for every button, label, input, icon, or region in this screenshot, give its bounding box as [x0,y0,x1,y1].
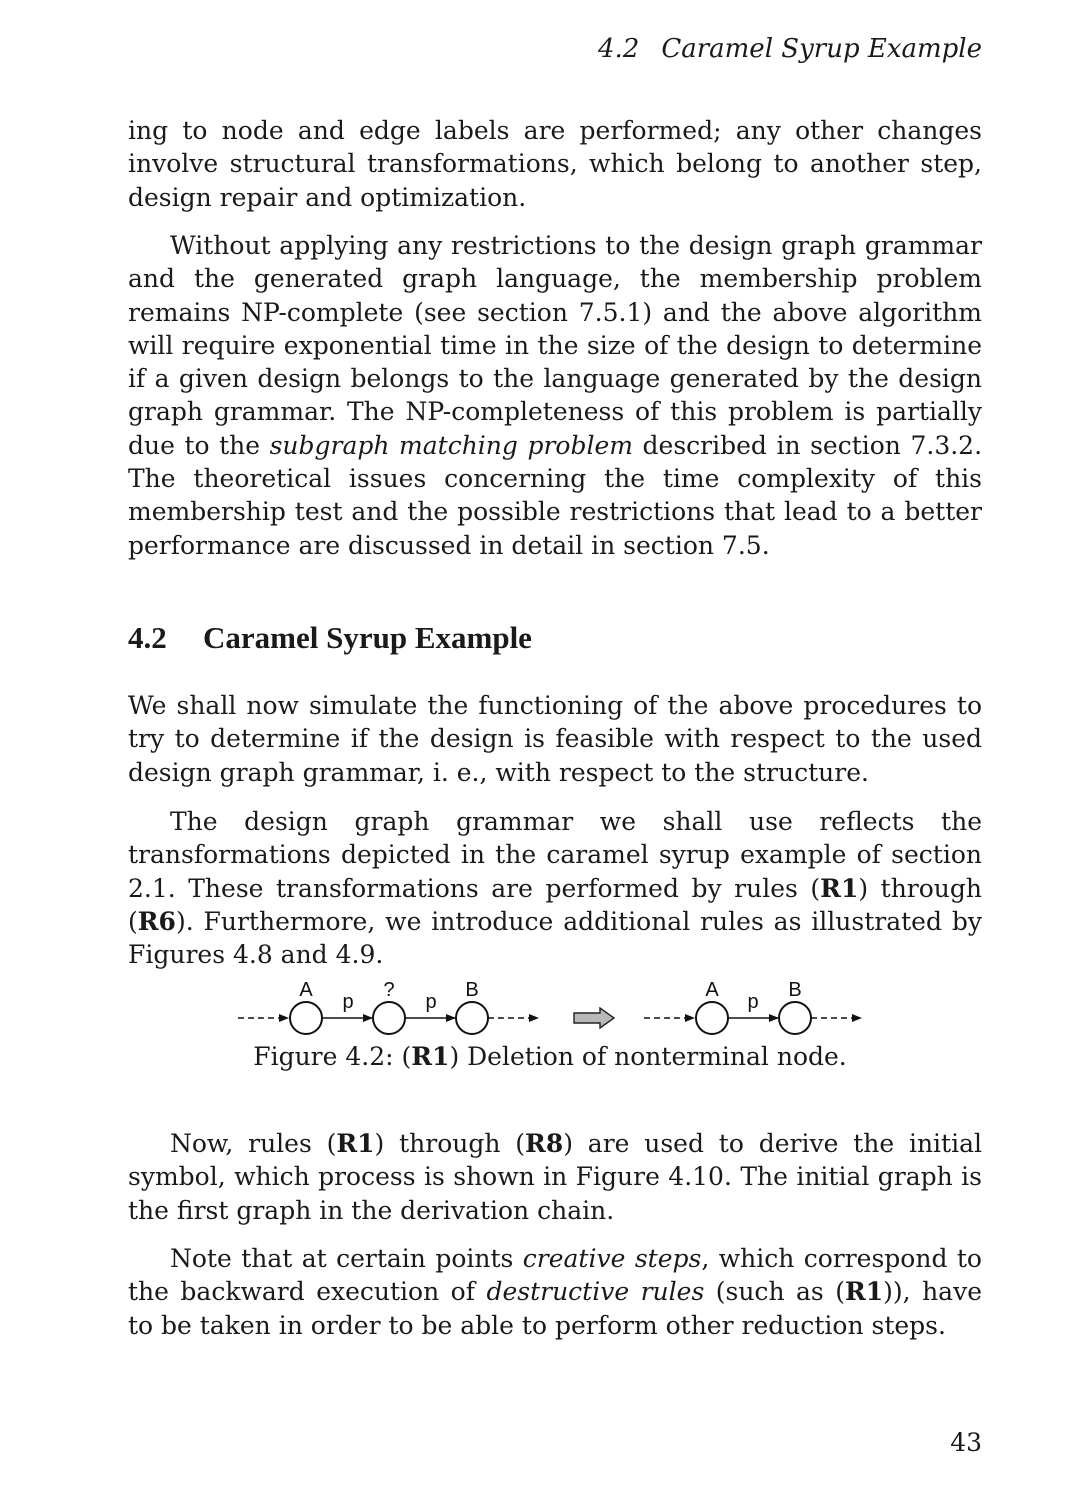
paragraph-5-rule-r8: R8 [525,1129,564,1158]
paragraph-4-text-b: ) through ( [128,873,982,936]
section-number: 4.2 [128,620,167,655]
left-edge-2-label: p [425,991,437,1013]
transformation-arrow [574,1008,614,1028]
paragraph-5-rule-r1: R1 [336,1129,375,1158]
caption-suffix: ) Deletion of nonterminal node. [449,1042,847,1071]
paragraph-4-text-a: The design graph grammar we shall use reflects the transformations depicted in the caramel syrup example of section 2.1. These transformations are performed by rules ( [128,807,982,903]
left-node-a [290,1002,322,1034]
paragraph-2-text-a: Without applying any restrictions to the design graph grammar and the generated graph language, the membership problem remains NP-complete (see section 7.5.1) and the above algorithm will require exponential time in the size of the design to determine if a given design belongs to the language generated by the design graph grammar. The NP-completeness of this problem is partially due to the [128,231,982,460]
paragraph-6-text-a: Note that at certain points [170,1244,523,1273]
running-head-number: 4.2 [597,34,640,64]
right-node-b [779,1002,811,1034]
paragraph-5 [128,1127,982,1227]
left-node-b-label: B [465,979,479,1001]
rule-r1-diagram [230,972,870,1042]
running-head-title: Caramel Syrup Example [661,34,982,64]
paragraph-5-text-a: Now, rules ( [170,1129,337,1158]
paragraph-4-rule-r1: R1 [820,873,859,903]
right-node-b-label: B [788,979,802,1001]
paragraph-6-text-b: , which correspond to the backward execution of [128,1244,982,1307]
figure-4-2 [230,972,870,1092]
section-heading [128,620,532,656]
paragraph-4-text-c: ). Furthermore, we introduce additional rules as illustrated by Figures 4.8 and 4.9. [128,906,982,970]
left-node-b [456,1002,488,1034]
paragraph-5-text-c: ) are used to derive the initial symbol, which process is shown in Figure 4.10. The initial graph is the first graph in the derivation chain. [128,1129,982,1225]
caption-prefix: Figure 4.2: ( [253,1042,412,1071]
paragraph-1: ing to node and edge labels are performed; any other changes involve structural transformations, which belong to another step, design repair and optimization. [128,116,982,212]
left-node-nonterminal-label: ? [383,979,395,1001]
paragraph-4 [128,805,982,971]
caption-rule: R1 [411,1042,450,1071]
paragraph-4-rule-r6: R6 [137,906,176,936]
paragraph-6 [128,1242,982,1342]
paragraph-2 [128,229,982,562]
section-title: Caramel Syrup Example [203,620,532,655]
paragraph-2-text-b: described in section 7.3.2. The theoretical issues concerning the time complexity of this membership test and the possible restrictions that lead to a better performance are discussed in detail in section 7.5. [128,430,983,560]
right-node-a-label: A [705,979,719,1001]
left-edge-1-label: p [342,991,354,1013]
paragraph-2-italic: subgraph matching problem [269,430,633,460]
paragraph-5-text-b: ) through ( [374,1129,526,1158]
right-edge-label: p [747,991,759,1013]
paragraph-3: We shall now simulate the functioning of the above procedures to try to determine if the design is feasible with respect to the used design graph grammar, i. e., with respect to the structure. [128,691,982,787]
left-node-nonterminal [373,1002,405,1034]
page-number: 43 [950,1428,982,1457]
left-node-a-label: A [299,979,313,1001]
paragraph-6-rule-r1: R1 [844,1277,884,1307]
running-head [598,34,982,64]
paragraph-6-italic-destructive-rules: destructive rules [486,1277,705,1307]
paragraph-6-text-d: )), have to be taken in order to be able to perform other reduction steps. [128,1277,983,1340]
paragraph-6-italic-creative-steps: creative steps [522,1244,702,1273]
paragraph-6-text-c: (such as ( [704,1277,845,1307]
figure-caption [230,1042,870,1071]
right-node-a [696,1002,728,1034]
